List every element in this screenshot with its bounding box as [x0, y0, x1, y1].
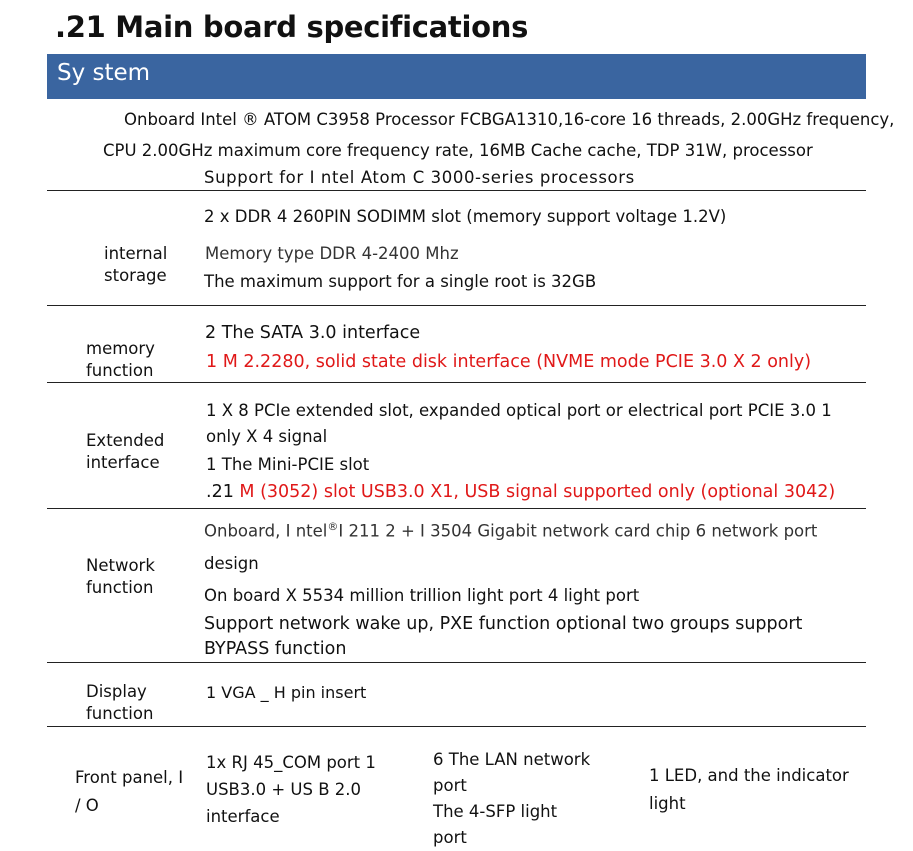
front-panel-col-2 — [433, 747, 590, 851]
extended-line-2: only X 4 signal — [206, 427, 328, 446]
label-line: function — [86, 361, 154, 380]
row-divider — [47, 726, 866, 727]
storage-line-3: The maximum support for a single root is 32GB — [204, 272, 597, 291]
display-function-label — [86, 681, 153, 725]
label-line: Front panel, I — [75, 768, 184, 787]
extended-interface-label — [86, 430, 164, 474]
label-line: Network — [86, 556, 155, 575]
extended-line-4-prefix: .21 — [206, 482, 234, 502]
extended-line-4-text: M (3052) slot USB3.0 X1, USB signal supported only (optional 3042) — [233, 482, 836, 502]
extended-line-4 — [206, 482, 835, 502]
front-panel-col-2-line: port — [433, 776, 467, 795]
system-line-1: Onboard Intel ® ATOM C3958 Processor FCBGA1310,16-core 16 threads, 2.00GHz frequency, — [124, 110, 895, 129]
front-panel-col-1 — [206, 749, 376, 830]
system-line-2: CPU 2.00GHz maximum core frequency rate, 16MB Cache cache, TDP 31W, processor — [103, 141, 813, 160]
extended-line-3: 1 The Mini-PCIE slot — [206, 455, 370, 474]
label-line: / O — [75, 796, 99, 815]
label-line: memory — [86, 339, 155, 358]
system-line-3: Support for I ntel Atom C 3000-series processors — [204, 168, 635, 187]
row-divider — [47, 662, 866, 663]
network-line-4: Support network wake up, PXE function optional two groups support — [204, 614, 803, 634]
front-panel-col-2-line: 6 The LAN network — [433, 750, 591, 769]
label-line: Extended — [86, 431, 165, 450]
front-panel-col-3-line: light — [649, 794, 686, 813]
section-header-bar — [47, 54, 866, 99]
memory-function-label — [86, 338, 155, 382]
section-header-label: Sy stem — [57, 60, 151, 86]
memory-line-1: 2 The SATA 3.0 interface — [205, 323, 421, 343]
label-line: internal — [104, 244, 168, 263]
label-line: interface — [86, 453, 160, 472]
row-divider — [47, 382, 866, 383]
storage-line-2: Memory type DDR 4-2400 Mhz — [205, 244, 459, 263]
front-panel-col-1-line: interface — [206, 807, 280, 826]
row-divider — [47, 508, 866, 509]
internal-storage-label — [104, 243, 167, 287]
network-line-5: BYPASS function — [204, 639, 347, 659]
front-panel-col-3-line: 1 LED, and the indicator — [649, 766, 849, 785]
storage-line-1: 2 x DDR 4 260PIN SODIMM slot (memory support voltage 1.2V) — [204, 207, 727, 226]
front-panel-col-1-line: 1x RJ 45_COM port 1 — [206, 753, 376, 772]
row-divider — [47, 305, 866, 306]
front-panel-col-2-line: port — [433, 828, 467, 847]
display-line-1: 1 VGA _ H pin insert — [206, 683, 367, 702]
front-panel-col-3 — [649, 762, 849, 818]
network-line-1-b: I 211 2 + I 3504 Gigabit network card chip 6 network port — [338, 521, 818, 541]
front-panel-label — [75, 764, 183, 820]
network-function-label — [86, 555, 155, 599]
label-line: storage — [104, 266, 167, 285]
row-divider — [47, 190, 866, 191]
extended-line-1: 1 X 8 PCIe extended slot, expanded optical port or electrical port PCIE 3.0 1 — [206, 401, 832, 420]
label-line: Display — [86, 682, 147, 701]
page-title: .21 Main board specifications — [55, 10, 529, 44]
network-line-2: design — [204, 554, 259, 573]
front-panel-col-2-line: The 4-SFP light — [433, 802, 558, 821]
front-panel-col-1-line: USB3.0 + US B 2.0 — [206, 780, 362, 799]
registered-mark: ® — [327, 520, 339, 533]
network-line-1-a: Onboard, I ntel — [204, 521, 328, 541]
label-line: function — [86, 704, 154, 723]
memory-line-2: 1 M 2.2280, solid state disk interface (NVME mode PCIE 3.0 X 2 only) — [206, 352, 812, 372]
network-line-1 — [204, 520, 817, 541]
network-line-3: On board X 5534 million trillion light port 4 light port — [204, 586, 640, 605]
label-line: function — [86, 578, 154, 597]
